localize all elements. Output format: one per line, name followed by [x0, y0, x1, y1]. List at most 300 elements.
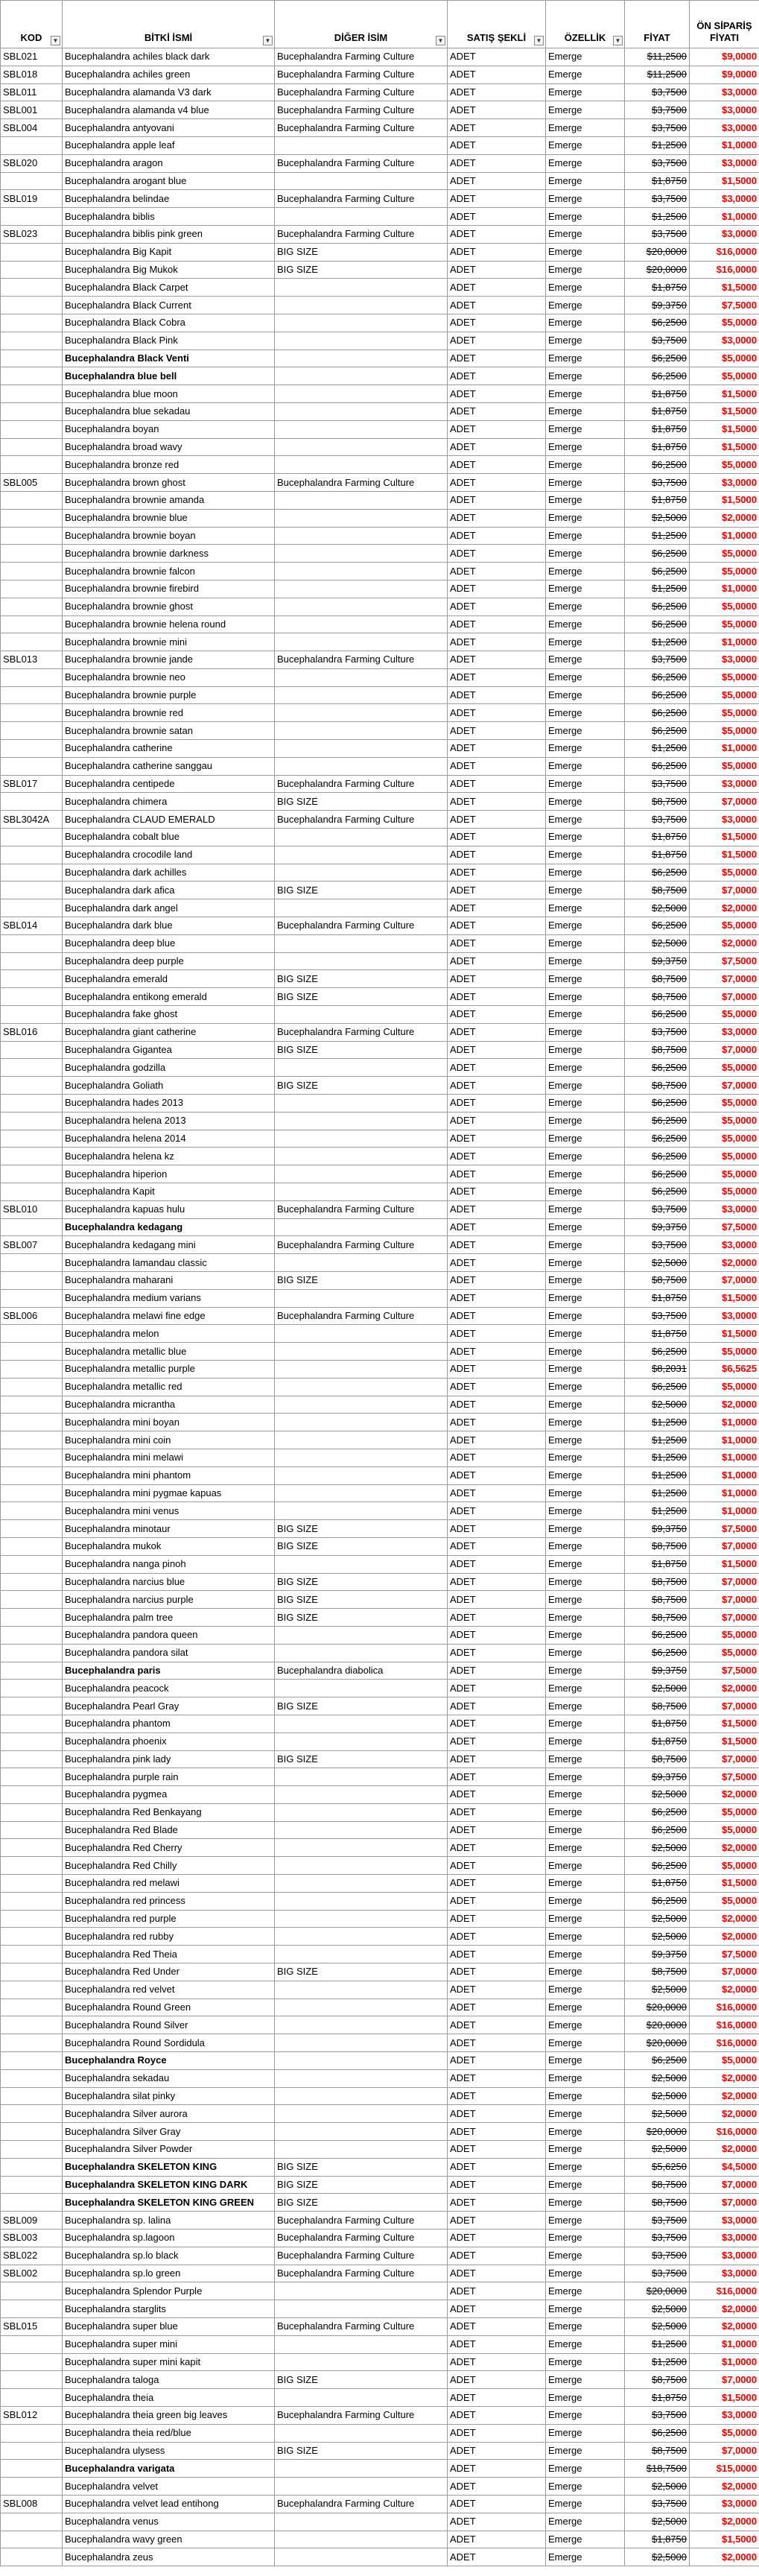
cell-ozellik[interactable]: Emerge — [546, 1963, 625, 1981]
cell-on-siparis-fiyati[interactable]: $2,0000 — [690, 2141, 759, 2159]
cell-kod[interactable] — [1, 1839, 63, 1857]
cell-satis-sekli[interactable]: ADET — [448, 1484, 546, 1502]
cell-fiyat[interactable]: $3,7500 — [625, 1236, 690, 1254]
cell-on-siparis-fiyati[interactable]: $1,5000 — [690, 1555, 759, 1573]
cell-fiyat[interactable]: $2,5000 — [625, 899, 690, 917]
cell-diger-isim[interactable]: BIG SIZE — [275, 1591, 448, 1609]
cell-kod[interactable] — [1, 2531, 63, 2548]
cell-ozellik[interactable]: Emerge — [546, 1414, 625, 1431]
cell-fiyat[interactable]: $2,5000 — [625, 2087, 690, 2105]
cell-fiyat[interactable]: $1,8750 — [625, 1555, 690, 1573]
cell-ozellik[interactable]: Emerge — [546, 1307, 625, 1325]
cell-diger-isim[interactable]: Bucephalandra Farming Culture — [275, 811, 448, 829]
cell-bitki-ismi[interactable]: Bucephalandra dark afica — [63, 882, 275, 899]
cell-kod[interactable] — [1, 279, 63, 297]
cell-fiyat[interactable]: $11,2500 — [625, 66, 690, 83]
cell-diger-isim[interactable] — [275, 420, 448, 438]
cell-diger-isim[interactable] — [275, 349, 448, 367]
cell-on-siparis-fiyati[interactable]: $1,0000 — [690, 1414, 759, 1431]
cell-bitki-ismi[interactable]: Bucephalandra brownie darkness — [63, 545, 275, 563]
cell-diger-isim[interactable] — [275, 1680, 448, 1697]
cell-bitki-ismi[interactable]: Bucephalandra blue moon — [63, 385, 275, 403]
cell-kod[interactable] — [1, 1520, 63, 1538]
cell-kod[interactable] — [1, 2460, 63, 2478]
cell-bitki-ismi[interactable]: Bucephalandra Round Sordidula — [63, 2034, 275, 2052]
cell-fiyat[interactable]: $2,5000 — [625, 509, 690, 527]
cell-satis-sekli[interactable]: ADET — [448, 1786, 546, 1804]
cell-diger-isim[interactable] — [275, 1431, 448, 1449]
cell-kod[interactable]: SBL022 — [1, 2247, 63, 2265]
cell-ozellik[interactable]: Emerge — [546, 545, 625, 563]
cell-fiyat[interactable]: $8,7500 — [625, 2371, 690, 2389]
cell-diger-isim[interactable] — [275, 1946, 448, 1963]
cell-kod[interactable] — [1, 509, 63, 527]
cell-bitki-ismi[interactable]: Bucephalandra Red Benkayang — [63, 1803, 275, 1821]
cell-on-siparis-fiyati[interactable]: $15,0000 — [690, 2460, 759, 2478]
cell-ozellik[interactable]: Emerge — [546, 899, 625, 917]
cell-satis-sekli[interactable]: ADET — [448, 864, 546, 882]
cell-bitki-ismi[interactable]: Bucephalandra biblis pink green — [63, 225, 275, 243]
cell-on-siparis-fiyati[interactable]: $1,0000 — [690, 1502, 759, 1520]
cell-on-siparis-fiyati[interactable]: $3,0000 — [690, 474, 759, 492]
cell-satis-sekli[interactable]: ADET — [448, 1662, 546, 1680]
cell-ozellik[interactable]: Emerge — [546, 1396, 625, 1414]
cell-ozellik[interactable]: Emerge — [546, 1325, 625, 1343]
cell-satis-sekli[interactable]: ADET — [448, 811, 546, 829]
cell-bitki-ismi[interactable]: Bucephalandra sekadau — [63, 2069, 275, 2087]
cell-diger-isim[interactable] — [275, 527, 448, 545]
cell-fiyat[interactable]: $2,5000 — [625, 2069, 690, 2087]
cell-ozellik[interactable]: Emerge — [546, 1910, 625, 1928]
cell-kod[interactable] — [1, 527, 63, 545]
cell-bitki-ismi[interactable]: Bucephalandra super mini kapit — [63, 2353, 275, 2371]
cell-diger-isim[interactable]: BIG SIZE — [275, 1697, 448, 1715]
cell-kod[interactable] — [1, 314, 63, 332]
cell-bitki-ismi[interactable]: Bucephalandra centipede — [63, 775, 275, 793]
cell-bitki-ismi[interactable]: Bucephalandra purple rain — [63, 1768, 275, 1786]
cell-diger-isim[interactable] — [275, 2460, 448, 2478]
cell-fiyat[interactable]: $1,2500 — [625, 208, 690, 226]
cell-kod[interactable]: SBL003 — [1, 2230, 63, 2247]
cell-kod[interactable] — [1, 420, 63, 438]
cell-bitki-ismi[interactable]: Bucephalandra giant catherine — [63, 1023, 275, 1041]
cell-bitki-ismi[interactable]: Bucephalandra red rubby — [63, 1928, 275, 1946]
cell-kod[interactable] — [1, 1573, 63, 1591]
cell-satis-sekli[interactable]: ADET — [448, 491, 546, 509]
cell-on-siparis-fiyati[interactable]: $5,0000 — [690, 864, 759, 882]
cell-kod[interactable] — [1, 2034, 63, 2052]
cell-kod[interactable] — [1, 1715, 63, 1732]
cell-bitki-ismi[interactable]: Bucephalandra Red Cherry — [63, 1839, 275, 1857]
cell-ozellik[interactable]: Emerge — [546, 2371, 625, 2389]
cell-kod[interactable] — [1, 1803, 63, 1821]
cell-kod[interactable] — [1, 615, 63, 633]
cell-on-siparis-fiyati[interactable]: $1,0000 — [690, 527, 759, 545]
cell-diger-isim[interactable]: BIG SIZE — [275, 1077, 448, 1095]
cell-on-siparis-fiyati[interactable]: $7,5000 — [690, 1218, 759, 1236]
cell-on-siparis-fiyati[interactable]: $5,0000 — [690, 367, 759, 385]
cell-bitki-ismi[interactable]: Bucephalandra chimera — [63, 793, 275, 811]
cell-satis-sekli[interactable]: ADET — [448, 385, 546, 403]
cell-satis-sekli[interactable]: ADET — [448, 2034, 546, 2052]
cell-on-siparis-fiyati[interactable]: $5,0000 — [690, 1183, 759, 1201]
cell-ozellik[interactable]: Emerge — [546, 1573, 625, 1591]
cell-fiyat[interactable]: $2,5000 — [625, 934, 690, 952]
cell-on-siparis-fiyati[interactable]: $7,0000 — [690, 988, 759, 1006]
cell-ozellik[interactable]: Emerge — [546, 2318, 625, 2336]
cell-on-siparis-fiyati[interactable]: $1,5000 — [690, 172, 759, 190]
cell-kod[interactable] — [1, 1289, 63, 1307]
cell-fiyat[interactable]: $6,2500 — [625, 1006, 690, 1024]
cell-kod[interactable] — [1, 136, 63, 154]
cell-bitki-ismi[interactable]: Bucephalandra brownie neo — [63, 668, 275, 686]
cell-kod[interactable] — [1, 402, 63, 420]
filter-dropdown-icon[interactable]: ▼ — [436, 36, 445, 45]
cell-on-siparis-fiyati[interactable]: $1,5000 — [690, 385, 759, 403]
cell-satis-sekli[interactable]: ADET — [448, 101, 546, 119]
cell-satis-sekli[interactable]: ADET — [448, 1077, 546, 1095]
cell-satis-sekli[interactable]: ADET — [448, 1466, 546, 1484]
cell-bitki-ismi[interactable]: Bucephalandra belindae — [63, 190, 275, 208]
cell-satis-sekli[interactable]: ADET — [448, 2052, 546, 2070]
cell-on-siparis-fiyati[interactable]: $7,0000 — [690, 1963, 759, 1981]
cell-kod[interactable] — [1, 1821, 63, 1839]
cell-ozellik[interactable]: Emerge — [546, 651, 625, 669]
filter-dropdown-icon[interactable]: ▼ — [534, 36, 544, 45]
cell-bitki-ismi[interactable]: Bucephalandra palm tree — [63, 1609, 275, 1627]
cell-kod[interactable] — [1, 1165, 63, 1183]
cell-diger-isim[interactable] — [275, 1803, 448, 1821]
cell-ozellik[interactable]: Emerge — [546, 686, 625, 704]
cell-fiyat[interactable]: $20,0000 — [625, 1999, 690, 2016]
cell-bitki-ismi[interactable]: Bucephalandra Red Blade — [63, 1821, 275, 1839]
cell-ozellik[interactable]: Emerge — [546, 1077, 625, 1095]
cell-ozellik[interactable]: Emerge — [546, 917, 625, 935]
cell-satis-sekli[interactable]: ADET — [448, 1360, 546, 1378]
cell-fiyat[interactable]: $6,2500 — [625, 1165, 690, 1183]
cell-fiyat[interactable]: $2,5000 — [625, 1254, 690, 1272]
cell-satis-sekli[interactable]: ADET — [448, 1573, 546, 1591]
cell-bitki-ismi[interactable]: Bucephalandra brownie purple — [63, 686, 275, 704]
cell-ozellik[interactable]: Emerge — [546, 1112, 625, 1130]
cell-kod[interactable] — [1, 1786, 63, 1804]
cell-satis-sekli[interactable]: ADET — [448, 2495, 546, 2513]
cell-diger-isim[interactable] — [275, 1449, 448, 1466]
cell-bitki-ismi[interactable]: Bucephalandra Red Theia — [63, 1946, 275, 1963]
cell-satis-sekli[interactable]: ADET — [448, 686, 546, 704]
cell-diger-isim[interactable]: Bucephalandra Farming Culture — [275, 190, 448, 208]
cell-bitki-ismi[interactable]: Bucephalandra Pearl Gray — [63, 1697, 275, 1715]
cell-satis-sekli[interactable]: ADET — [448, 1148, 546, 1165]
cell-satis-sekli[interactable]: ADET — [448, 2335, 546, 2353]
cell-ozellik[interactable]: Emerge — [546, 1537, 625, 1555]
cell-bitki-ismi[interactable]: Bucephalandra sp.lo green — [63, 2265, 275, 2282]
cell-bitki-ismi[interactable]: Bucephalandra micrantha — [63, 1396, 275, 1414]
cell-on-siparis-fiyati[interactable]: $5,0000 — [690, 1803, 759, 1821]
cell-on-siparis-fiyati[interactable]: $7,0000 — [690, 1609, 759, 1627]
cell-satis-sekli[interactable]: ADET — [448, 261, 546, 279]
cell-diger-isim[interactable] — [275, 1218, 448, 1236]
cell-bitki-ismi[interactable]: Bucephalandra sp. lalina — [63, 2212, 275, 2230]
cell-satis-sekli[interactable]: ADET — [448, 2212, 546, 2230]
cell-on-siparis-fiyati[interactable]: $3,0000 — [690, 101, 759, 119]
cell-kod[interactable] — [1, 952, 63, 970]
cell-fiyat[interactable]: $6,2500 — [625, 1183, 690, 1201]
cell-diger-isim[interactable] — [275, 1325, 448, 1343]
cell-bitki-ismi[interactable]: Bucephalandra mini boyan — [63, 1414, 275, 1431]
cell-diger-isim[interactable] — [275, 1148, 448, 1165]
cell-kod[interactable]: SBL007 — [1, 1236, 63, 1254]
cell-diger-isim[interactable]: Bucephalandra Farming Culture — [275, 119, 448, 137]
cell-bitki-ismi[interactable]: Bucephalandra lamandau classic — [63, 1254, 275, 1272]
cell-fiyat[interactable]: $20,0000 — [625, 2016, 690, 2034]
cell-ozellik[interactable]: Emerge — [546, 1183, 625, 1201]
cell-kod[interactable]: SBL002 — [1, 2265, 63, 2282]
cell-kod[interactable]: SBL013 — [1, 651, 63, 669]
cell-satis-sekli[interactable]: ADET — [448, 2087, 546, 2105]
cell-diger-isim[interactable] — [275, 1059, 448, 1077]
cell-on-siparis-fiyati[interactable]: $3,0000 — [690, 83, 759, 101]
cell-ozellik[interactable]: Emerge — [546, 261, 625, 279]
cell-kod[interactable] — [1, 2158, 63, 2176]
cell-on-siparis-fiyati[interactable]: $3,0000 — [690, 811, 759, 829]
cell-ozellik[interactable]: Emerge — [546, 172, 625, 190]
cell-diger-isim[interactable] — [275, 1112, 448, 1130]
cell-diger-isim[interactable] — [275, 456, 448, 474]
filter-dropdown-icon[interactable]: ▼ — [51, 36, 60, 45]
cell-bitki-ismi[interactable]: Bucephalandra metallic blue — [63, 1343, 275, 1361]
cell-bitki-ismi[interactable]: Bucephalandra peacock — [63, 1680, 275, 1697]
cell-bitki-ismi[interactable]: Bucephalandra achiles green — [63, 66, 275, 83]
cell-on-siparis-fiyati[interactable]: $7,0000 — [690, 793, 759, 811]
cell-diger-isim[interactable] — [275, 1715, 448, 1732]
cell-diger-isim[interactable]: Bucephalandra Farming Culture — [275, 154, 448, 172]
cell-on-siparis-fiyati[interactable]: $1,5000 — [690, 1732, 759, 1750]
cell-satis-sekli[interactable]: ADET — [448, 332, 546, 349]
cell-ozellik[interactable]: Emerge — [546, 190, 625, 208]
cell-fiyat[interactable]: $6,2500 — [625, 2424, 690, 2442]
cell-ozellik[interactable]: Emerge — [546, 456, 625, 474]
cell-diger-isim[interactable]: Bucephalandra Farming Culture — [275, 775, 448, 793]
cell-bitki-ismi[interactable]: Bucephalandra bronze red — [63, 456, 275, 474]
cell-satis-sekli[interactable]: ADET — [448, 2230, 546, 2247]
cell-fiyat[interactable]: $1,8750 — [625, 420, 690, 438]
cell-diger-isim[interactable]: Bucephalandra Farming Culture — [275, 1023, 448, 1041]
cell-on-siparis-fiyati[interactable]: $5,0000 — [690, 1059, 759, 1077]
cell-satis-sekli[interactable]: ADET — [448, 1999, 546, 2016]
cell-bitki-ismi[interactable]: Bucephalandra phantom — [63, 1715, 275, 1732]
cell-ozellik[interactable]: Emerge — [546, 1484, 625, 1502]
cell-bitki-ismi[interactable]: Bucephalandra Gigantea — [63, 1041, 275, 1059]
cell-fiyat[interactable]: $8,7500 — [625, 2176, 690, 2194]
cell-fiyat[interactable]: $1,8750 — [625, 1732, 690, 1750]
cell-bitki-ismi[interactable]: Bucephalandra theia — [63, 2389, 275, 2407]
cell-satis-sekli[interactable]: ADET — [448, 2158, 546, 2176]
cell-on-siparis-fiyati[interactable]: $7,0000 — [690, 1041, 759, 1059]
cell-fiyat[interactable]: $8,7500 — [625, 1041, 690, 1059]
cell-kod[interactable] — [1, 1466, 63, 1484]
cell-bitki-ismi[interactable]: Bucephalandra Silver aurora — [63, 2105, 275, 2123]
cell-ozellik[interactable]: Emerge — [546, 704, 625, 722]
cell-satis-sekli[interactable]: ADET — [448, 1023, 546, 1041]
cell-on-siparis-fiyati[interactable]: $3,0000 — [690, 1200, 759, 1218]
cell-diger-isim[interactable] — [275, 1254, 448, 1272]
cell-diger-isim[interactable] — [275, 438, 448, 456]
cell-satis-sekli[interactable]: ADET — [448, 1378, 546, 1396]
cell-fiyat[interactable]: $1,2500 — [625, 1449, 690, 1466]
cell-bitki-ismi[interactable]: Bucephalandra kedagang — [63, 1218, 275, 1236]
cell-kod[interactable] — [1, 1449, 63, 1466]
cell-ozellik[interactable]: Emerge — [546, 1271, 625, 1289]
cell-satis-sekli[interactable]: ADET — [448, 402, 546, 420]
cell-bitki-ismi[interactable]: Bucephalandra Black Pink — [63, 332, 275, 349]
cell-diger-isim[interactable]: BIG SIZE — [275, 1609, 448, 1627]
cell-on-siparis-fiyati[interactable]: $1,5000 — [690, 2389, 759, 2407]
cell-on-siparis-fiyati[interactable]: $1,0000 — [690, 2353, 759, 2371]
cell-bitki-ismi[interactable]: Bucephalandra fake ghost — [63, 1006, 275, 1024]
cell-on-siparis-fiyati[interactable]: $7,5000 — [690, 952, 759, 970]
cell-satis-sekli[interactable]: ADET — [448, 1183, 546, 1201]
cell-bitki-ismi[interactable]: Bucephalandra melawi fine edge — [63, 1307, 275, 1325]
cell-fiyat[interactable]: $3,7500 — [625, 1200, 690, 1218]
cell-fiyat[interactable]: $6,2500 — [625, 314, 690, 332]
cell-satis-sekli[interactable]: ADET — [448, 2247, 546, 2265]
cell-on-siparis-fiyati[interactable]: $7,5000 — [690, 1946, 759, 1963]
cell-diger-isim[interactable]: BIG SIZE — [275, 988, 448, 1006]
cell-satis-sekli[interactable]: ADET — [448, 225, 546, 243]
cell-ozellik[interactable]: Emerge — [546, 1449, 625, 1466]
cell-bitki-ismi[interactable]: Bucephalandra dark angel — [63, 899, 275, 917]
cell-kod[interactable] — [1, 598, 63, 615]
cell-fiyat[interactable]: $6,2500 — [625, 757, 690, 775]
cell-diger-isim[interactable] — [275, 633, 448, 651]
cell-on-siparis-fiyati[interactable]: $5,0000 — [690, 1821, 759, 1839]
cell-diger-isim[interactable] — [275, 1892, 448, 1910]
cell-fiyat[interactable]: $1,8750 — [625, 829, 690, 846]
cell-bitki-ismi[interactable]: Bucephalandra nanga pinoh — [63, 1555, 275, 1573]
cell-satis-sekli[interactable]: ADET — [448, 1821, 546, 1839]
cell-diger-isim[interactable] — [275, 1414, 448, 1431]
cell-ozellik[interactable]: Emerge — [546, 2247, 625, 2265]
cell-satis-sekli[interactable]: ADET — [448, 2194, 546, 2212]
cell-bitki-ismi[interactable]: Bucephalandra kapuas hulu — [63, 1200, 275, 1218]
cell-diger-isim[interactable]: BIG SIZE — [275, 243, 448, 261]
cell-on-siparis-fiyati[interactable]: $1,0000 — [690, 2335, 759, 2353]
cell-on-siparis-fiyati[interactable]: $7,0000 — [690, 1537, 759, 1555]
cell-bitki-ismi[interactable]: Bucephalandra pandora queen — [63, 1626, 275, 1644]
cell-diger-isim[interactable] — [275, 899, 448, 917]
cell-diger-isim[interactable] — [275, 1999, 448, 2016]
cell-diger-isim[interactable]: Bucephalandra Farming Culture — [275, 66, 448, 83]
cell-diger-isim[interactable]: Bucephalandra Farming Culture — [275, 917, 448, 935]
cell-ozellik[interactable]: Emerge — [546, 2230, 625, 2247]
cell-satis-sekli[interactable]: ADET — [448, 2460, 546, 2478]
cell-diger-isim[interactable] — [275, 385, 448, 403]
cell-ozellik[interactable]: Emerge — [546, 1023, 625, 1041]
cell-satis-sekli[interactable]: ADET — [448, 2513, 546, 2531]
cell-satis-sekli[interactable]: ADET — [448, 668, 546, 686]
cell-fiyat[interactable]: $6,2500 — [625, 563, 690, 580]
cell-kod[interactable] — [1, 864, 63, 882]
cell-satis-sekli[interactable]: ADET — [448, 1963, 546, 1981]
cell-ozellik[interactable]: Emerge — [546, 1697, 625, 1715]
cell-fiyat[interactable]: $6,2500 — [625, 1378, 690, 1396]
cell-on-siparis-fiyati[interactable]: $1,0000 — [690, 1484, 759, 1502]
cell-on-siparis-fiyati[interactable]: $1,5000 — [690, 420, 759, 438]
cell-fiyat[interactable]: $1,8750 — [625, 1875, 690, 1893]
cell-fiyat[interactable]: $1,2500 — [625, 136, 690, 154]
cell-diger-isim[interactable] — [275, 1466, 448, 1484]
cell-fiyat[interactable]: $9,3750 — [625, 1662, 690, 1680]
cell-diger-isim[interactable] — [275, 2087, 448, 2105]
cell-ozellik[interactable]: Emerge — [546, 101, 625, 119]
cell-ozellik[interactable]: Emerge — [546, 2460, 625, 2478]
cell-fiyat[interactable]: $3,7500 — [625, 2495, 690, 2513]
cell-kod[interactable] — [1, 1271, 63, 1289]
cell-on-siparis-fiyati[interactable]: $3,0000 — [690, 2212, 759, 2230]
cell-fiyat[interactable]: $6,2500 — [625, 545, 690, 563]
cell-satis-sekli[interactable]: ADET — [448, 1626, 546, 1644]
cell-ozellik[interactable]: Emerge — [546, 1715, 625, 1732]
cell-ozellik[interactable]: Emerge — [546, 2495, 625, 2513]
cell-kod[interactable] — [1, 2087, 63, 2105]
cell-ozellik[interactable]: Emerge — [546, 1999, 625, 2016]
cell-diger-isim[interactable]: Bucephalandra Farming Culture — [275, 474, 448, 492]
cell-satis-sekli[interactable]: ADET — [448, 1130, 546, 1148]
cell-fiyat[interactable]: $20,0000 — [625, 2282, 690, 2300]
cell-satis-sekli[interactable]: ADET — [448, 1325, 546, 1343]
cell-bitki-ismi[interactable]: Bucephalandra red melawi — [63, 1875, 275, 1893]
cell-fiyat[interactable]: $9,3750 — [625, 1520, 690, 1538]
cell-diger-isim[interactable]: Bucephalandra Farming Culture — [275, 1236, 448, 1254]
cell-fiyat[interactable]: $3,7500 — [625, 225, 690, 243]
cell-kod[interactable]: SBL019 — [1, 190, 63, 208]
cell-kod[interactable] — [1, 261, 63, 279]
cell-satis-sekli[interactable]: ADET — [448, 615, 546, 633]
cell-satis-sekli[interactable]: ADET — [448, 1768, 546, 1786]
cell-diger-isim[interactable]: BIG SIZE — [275, 793, 448, 811]
cell-kod[interactable] — [1, 580, 63, 598]
cell-on-siparis-fiyati[interactable]: $2,0000 — [690, 1981, 759, 1999]
cell-ozellik[interactable]: Emerge — [546, 740, 625, 758]
cell-ozellik[interactable]: Emerge — [546, 793, 625, 811]
cell-bitki-ismi[interactable]: Bucephalandra aragon — [63, 154, 275, 172]
cell-satis-sekli[interactable]: ADET — [448, 474, 546, 492]
cell-kod[interactable] — [1, 1626, 63, 1644]
cell-fiyat[interactable]: $9,3750 — [625, 1946, 690, 1963]
cell-fiyat[interactable]: $8,7500 — [625, 2442, 690, 2460]
cell-diger-isim[interactable] — [275, 1768, 448, 1786]
cell-kod[interactable] — [1, 1892, 63, 1910]
cell-diger-isim[interactable] — [275, 2335, 448, 2353]
cell-fiyat[interactable]: $6,2500 — [625, 1892, 690, 1910]
cell-kod[interactable] — [1, 1999, 63, 2016]
cell-kod[interactable]: SBL023 — [1, 225, 63, 243]
cell-on-siparis-fiyati[interactable]: $2,0000 — [690, 2478, 759, 2496]
cell-diger-isim[interactable]: Bucephalandra Farming Culture — [275, 225, 448, 243]
cell-bitki-ismi[interactable]: Bucephalandra phoenix — [63, 1732, 275, 1750]
cell-ozellik[interactable]: Emerge — [546, 2016, 625, 2034]
cell-on-siparis-fiyati[interactable]: $7,0000 — [690, 2371, 759, 2389]
cell-fiyat[interactable]: $1,8750 — [625, 2389, 690, 2407]
cell-kod[interactable] — [1, 2389, 63, 2407]
cell-kod[interactable] — [1, 349, 63, 367]
cell-diger-isim[interactable] — [275, 2513, 448, 2531]
cell-bitki-ismi[interactable]: Bucephalandra alamanda v4 blue — [63, 101, 275, 119]
cell-fiyat[interactable]: $3,7500 — [625, 474, 690, 492]
cell-bitki-ismi[interactable]: Bucephalandra biblis — [63, 208, 275, 226]
cell-diger-isim[interactable] — [275, 172, 448, 190]
